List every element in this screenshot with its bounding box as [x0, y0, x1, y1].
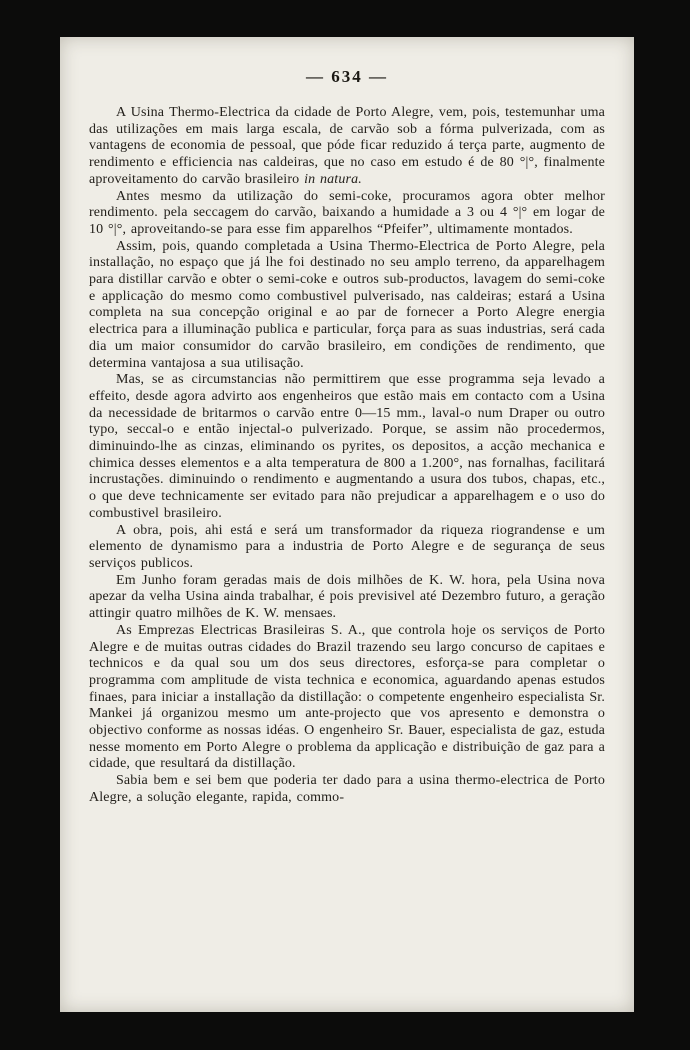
page-body-text [89, 105, 605, 807]
paragraph-2: Antes mesmo da utilização do semi-coke, procuramos agora obter melhor rendimento. pela seccagem do carvão, baixando a humidade a 3 ou 4 °|° em logar de 10 °|°, aproveitando-se para esse fim apparelhos “Pfeifer”, ultimamente montados. [89, 188, 605, 237]
paragraph-1 [89, 105, 605, 189]
paragraph-5: A obra, pois, ahi está e será um transformador da riqueza riograndense e um elemento de dynamismo para a industria de Porto Alegre e de segurança de seus serviços publicos. [89, 522, 605, 571]
paragraph-7: As Emprezas Electricas Brasileiras S. A., que controla hoje os serviços de Porto Alegre e de muitas outras cidades do Brazil trazendo seu largo concurso de capitaes e technicos e da qual sou um dos seus directores, esforça-se para completar o programma com amplitude de vista technica e economica, aguardando apenas estudos finaes, para iniciar a installação da distillação: o competente engenheiro especialista Sr. Mankei já organizou mesmo um ante-projecto que vos apresento e demonstra o objectivo conforme as nossas idéas. O engenheiro Sr. Bauer, especialista de gaz, estuda nesse momento em Porto Alegre o problema da applicação e distribuição de gaz para a cidade, que resultará da distillação. [89, 622, 605, 772]
page-number: — 634 — [306, 67, 388, 86]
paragraph-6: Em Junho foram geradas mais de dois milhões de K. W. hora, pela Usina nova apezar da velha Usina ainda trabalhar, é pois previsivel até Dezembro futuro, a geração attingir quatro milhões de K. W. mensaes. [89, 572, 605, 622]
paragraph-4: Mas, se as circumstancias não permittirem que esse programma seja levado a effeito, desde agora advirto aos engenheiros que estão mais em contacto com a Usina da necessidade de britarmos o carvão entre 0—15 mm., laval-o num Draper ou outro typo, seccal-o e então injectal-o pulverizado. Porque, se assim não procedermos, diminuindo-lhe as cinzas, eliminando os pyrites, os depositos, a acção mechanica e chimica desses elementos e a alta temperatura de 800 a 1.200°, nas fornalhas, facilitará incrustações. diminuindo o rendimento e augmentando a usura dos tubos, chapas, etc., o que deve technicamente ser evitado para não prejudicar a apparelhagem e o uso do combustivel brasileiro. [89, 372, 605, 521]
paragraph-3: Assim, pois, quando completada a Usina Thermo-Electrica de Porto Alegre, pela installação, no espaço que já lhe foi destinado no seu amplo terreno, da apparelhagem para distillar carvão e obter o semi-coke e outros sub-productos, lavagem do semi-coke e applicação do mesmo como combustivel pulverisado, nas caldeiras; estará a Usina completa na sua concepção original e ao par de fornecer a Porto Alegre energia electrica para a illuminação publica e particular, força para as suas industrias, será cada dia um maior consumidor do carvão brasileiro, em condições de rendimento, que determina vantajosa a sua utilisação. [89, 238, 605, 371]
document-page [60, 37, 634, 1012]
paragraph-1-text: A Usina Thermo-Electrica da cidade de Porto Alegre, vem, pois, testemunhar uma das utilizações em mais larga escala, de carvão sob a fórma pulverizada, com as vantagens de economia de pessoal, que póde ficar reduzido á terça parte, augmento de rendimento e efficiencia nas caldeiras, que no caso em estudo é de 80 °|°, finalmente aproveitamento do carvão brasileiro [89, 105, 605, 187]
paragraph-8: Sabia bem e sei bem que poderia ter dado para a usina thermo-electrica de Porto Alegre, a solução elegante, rapida, commo- [89, 773, 605, 805]
paragraph-1-italic-text: in natura. [304, 171, 362, 187]
